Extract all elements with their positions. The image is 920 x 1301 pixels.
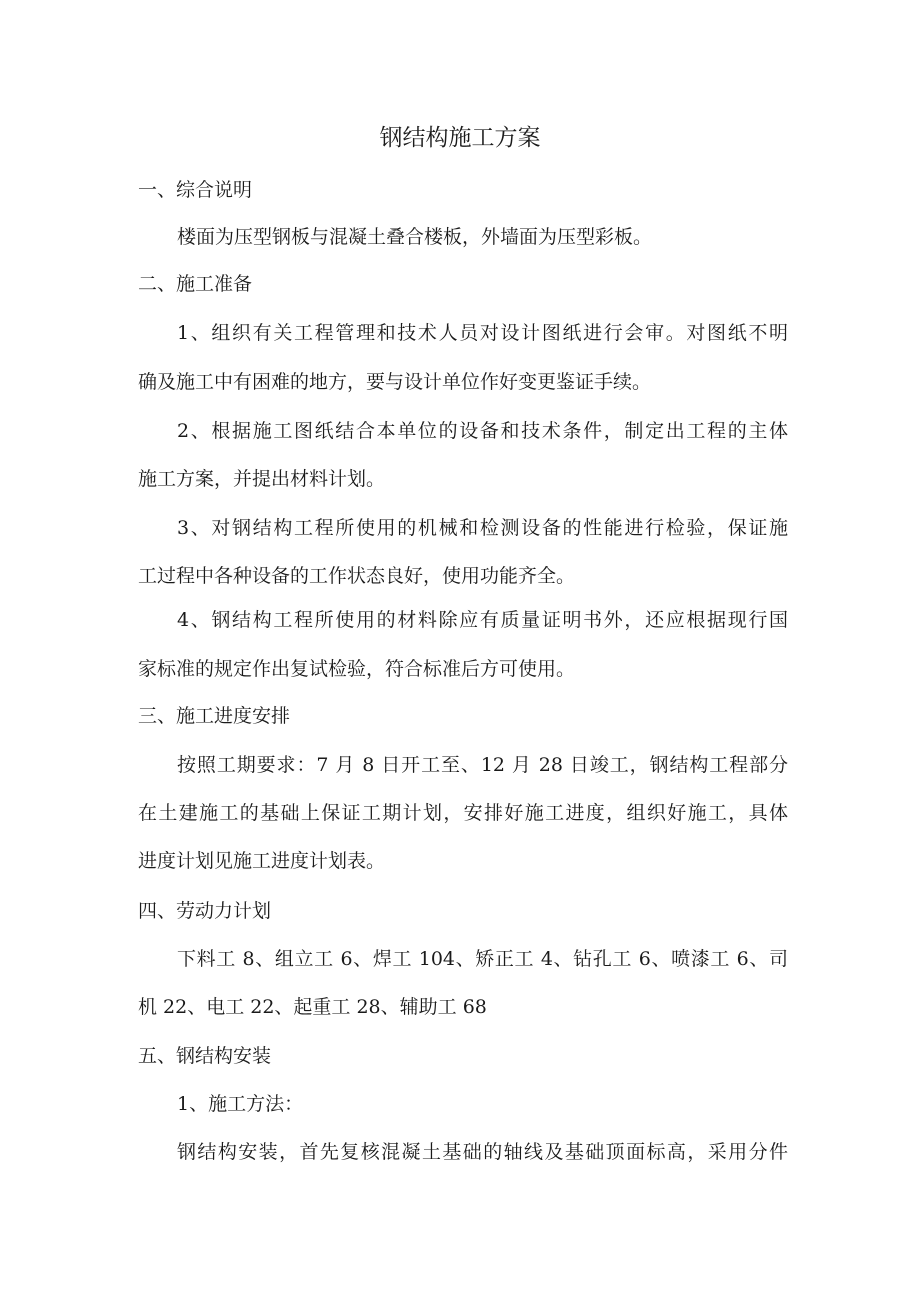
paragraph-line: 进度计划见施工进度计划表。 [138,850,386,872]
section-heading-4: 四、劳动力计划 [138,900,272,922]
paragraph-line: 4、钢结构工程所使用的材料除应有质量证明书外，还应根据现行国 [177,609,788,631]
paragraph-line: 楼面为压型钢板与混凝土叠合楼板，外墙面为压型彩板。 [177,226,653,248]
paragraph-line: 按照工期要求：7 月 8 日开工至、12 月 28 日竣工，钢结构工程部分 [177,754,788,776]
paragraph-line: 下料工 8、组立工 6、焊工 104、矫正工 4、钻孔工 6、喷漆工 6、司 [177,948,788,970]
paragraph-line: 1、组织有关工程管理和技术人员对设计图纸进行会审。对图纸不明 [177,322,788,344]
paragraph-line: 确及施工中有困难的地方，要与设计单位作好变更鉴证手续。 [138,371,652,393]
paragraph-line: 机 22、电工 22、起重工 28、辅助工 68 [138,996,487,1018]
paragraph-line: 施工方案，并提出材料计划。 [138,468,386,490]
paragraph-line: 家标准的规定作出复试检验，符合标准后方可使用。 [138,658,576,680]
section-heading-2: 二、施工准备 [138,273,253,295]
paragraph-line: 工过程中各种设备的工作状态良好，使用功能齐全。 [138,565,576,587]
paragraph-line: 钢结构安装，首先复核混凝土基础的轴线及基础顶面标高，采用分件 [177,1141,788,1163]
document-title: 钢结构施工方案 [379,125,541,151]
section-heading-1: 一、综合说明 [138,179,253,201]
section-heading-3: 三、施工进度安排 [138,705,291,727]
section-heading-5: 五、钢结构安装 [138,1045,272,1067]
paragraph-line: 3、对钢结构工程所使用的机械和检测设备的性能进行检验，保证施 [177,517,788,539]
sub-heading: 1、施工方法： [177,1093,304,1115]
paragraph-line: 在土建施工的基础上保证工期计划，安排好施工进度，组织好施工，具体 [138,802,788,824]
paragraph-line: 2、根据施工图纸结合本单位的设备和技术条件，制定出工程的主体 [177,420,788,442]
